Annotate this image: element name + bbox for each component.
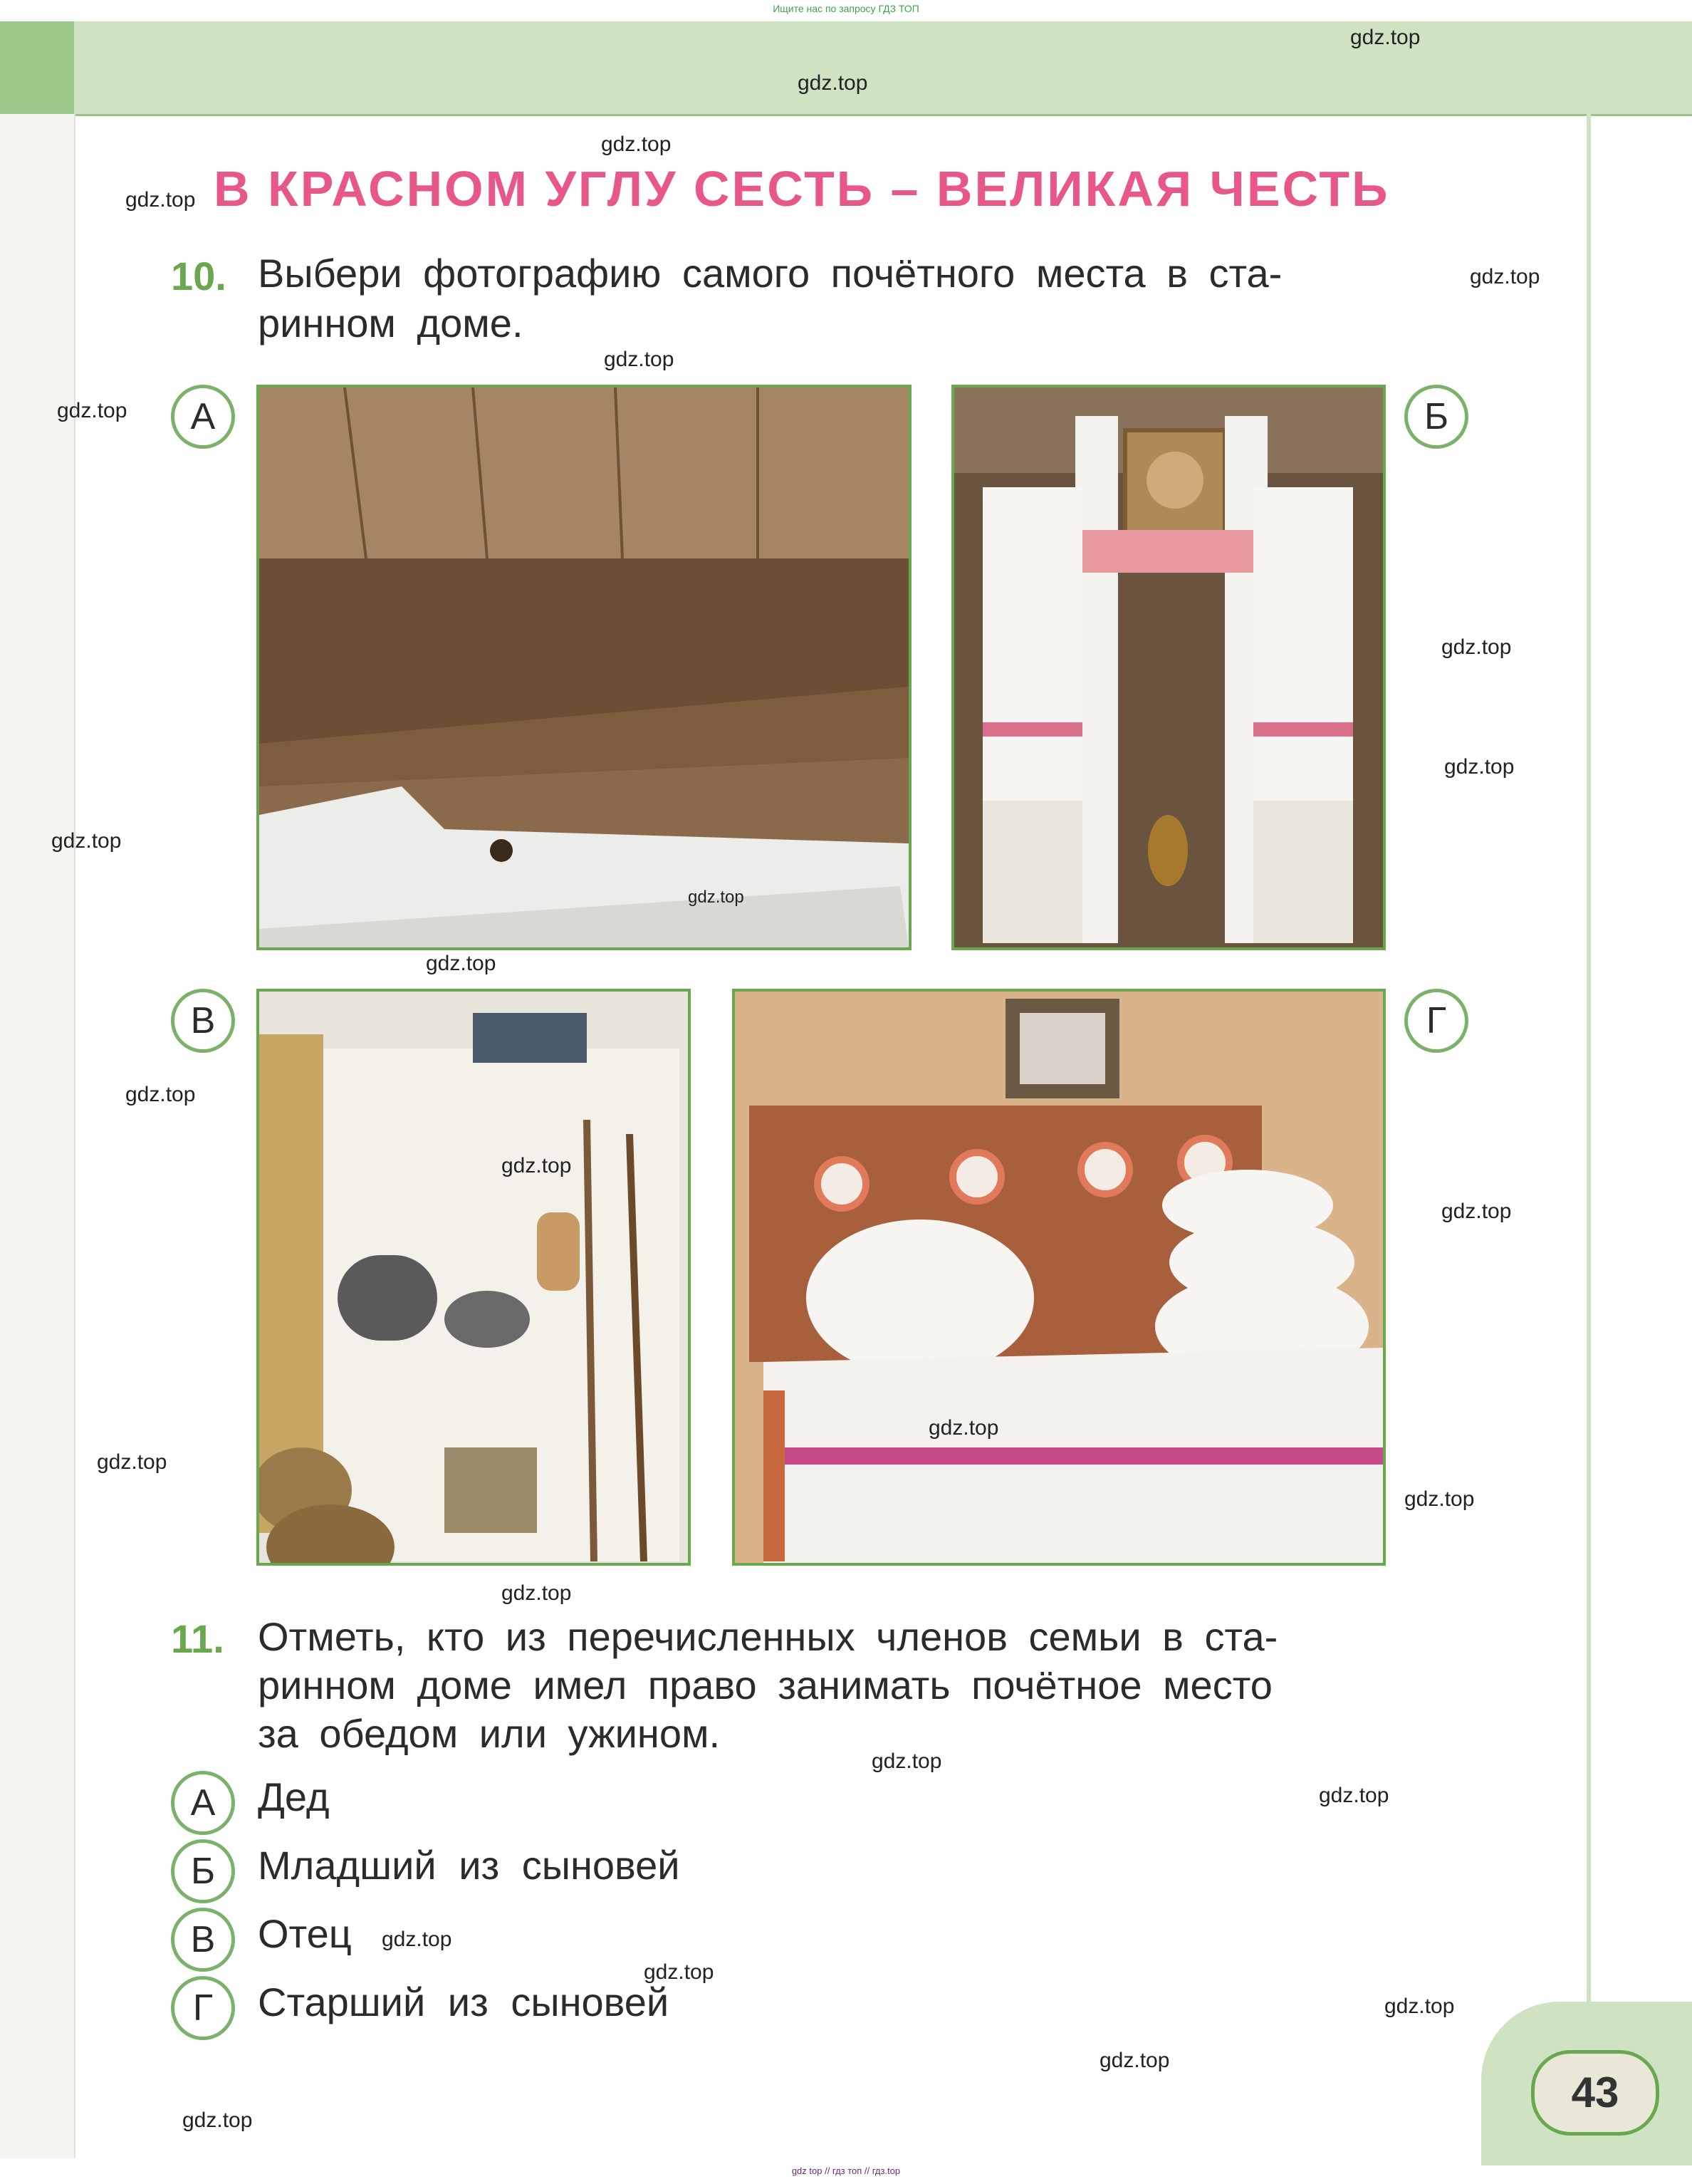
option-a-marker[interactable]: А [171,385,235,449]
photo-g[interactable] [732,989,1386,1566]
page-title: В КРАСНОМ УГЛУ СЕСТЬ – ВЕЛИКАЯ ЧЕСТЬ [214,161,1390,217]
task11-line2: ринном доме имел право занимать почётное место [258,1663,1273,1707]
watermark: gdz.top [501,1581,572,1605]
watermark: gdz.top [929,1416,999,1440]
watermark: gdz.top [51,829,122,853]
option-g-marker[interactable]: Г [1404,989,1468,1053]
watermark: gdz.top [57,399,127,422]
photo-a[interactable] [256,385,912,950]
watermark: gdz.top [182,2108,253,2132]
stove-image [259,992,688,1563]
bed-image [735,992,1383,1563]
watermark: gdz.top [1384,1995,1455,2018]
answer-a-marker[interactable]: А [171,1771,235,1835]
answer-v-text: Отец [258,1911,352,1956]
answer-g-marker[interactable]: Г [171,1976,235,2040]
task10-line2: ринном доме. [258,301,523,345]
bottom-note: gdz top // гдз топ // гдз.top [791,2165,901,2176]
answer-b-marker[interactable]: Б [171,1839,235,1903]
answer-a-text: Дед [258,1774,330,1819]
wooden-ceiling-image [259,388,909,947]
task11-number: 11. [171,1616,224,1661]
header-band-left [0,21,74,114]
option-b-marker[interactable]: Б [1404,385,1468,449]
watermark: gdz.top [1470,265,1540,288]
top-note: Ищите нас по запросу ГДЗ ТОП [773,3,919,14]
watermark: gdz.top [501,1154,572,1177]
watermark: gdz.top [1350,26,1421,49]
watermark: gdz.top [125,188,196,212]
photo-v[interactable] [256,989,691,1566]
task11-line3: за обедом или ужином. [258,1711,721,1756]
watermark: gdz.top [1441,635,1512,659]
icon-towel-image [954,388,1383,947]
answer-g-text: Старший из сыновей [258,1980,669,2024]
watermark: gdz.top [1319,1784,1389,1807]
watermark: gdz.top [426,952,496,975]
watermark: gdz.top [382,1928,452,1951]
answer-v-marker[interactable]: В [171,1908,235,1972]
watermark: gdz.top [872,1749,942,1773]
watermark: gdz.top [688,888,744,907]
watermark: gdz.top [1441,1200,1512,1223]
task10-number: 10. [171,254,226,298]
task10-line1: Выбери фотографию самого почётного места в ста- [258,251,1283,296]
watermark: gdz.top [1444,755,1515,779]
watermark: gdz.top [798,71,868,95]
watermark: gdz.top [601,132,672,156]
watermark: gdz.top [604,348,674,371]
watermark: gdz.top [97,1450,167,1474]
page-number: 43 [1571,2069,1619,2116]
watermark: gdz.top [1100,2049,1170,2072]
photo-b[interactable] [951,385,1386,950]
watermark: gdz.top [1404,1487,1475,1511]
page-edge-line [1587,114,1591,2158]
watermark: gdz.top [125,1083,196,1106]
header-band [0,21,1692,116]
option-v-marker[interactable]: В [171,989,235,1053]
answer-b-text: Младший из сыновей [258,1843,680,1888]
watermark: gdz.top [644,1960,714,1984]
task11-line1: Отметь, кто из перечисленных членов семьи в ста- [258,1614,1278,1659]
